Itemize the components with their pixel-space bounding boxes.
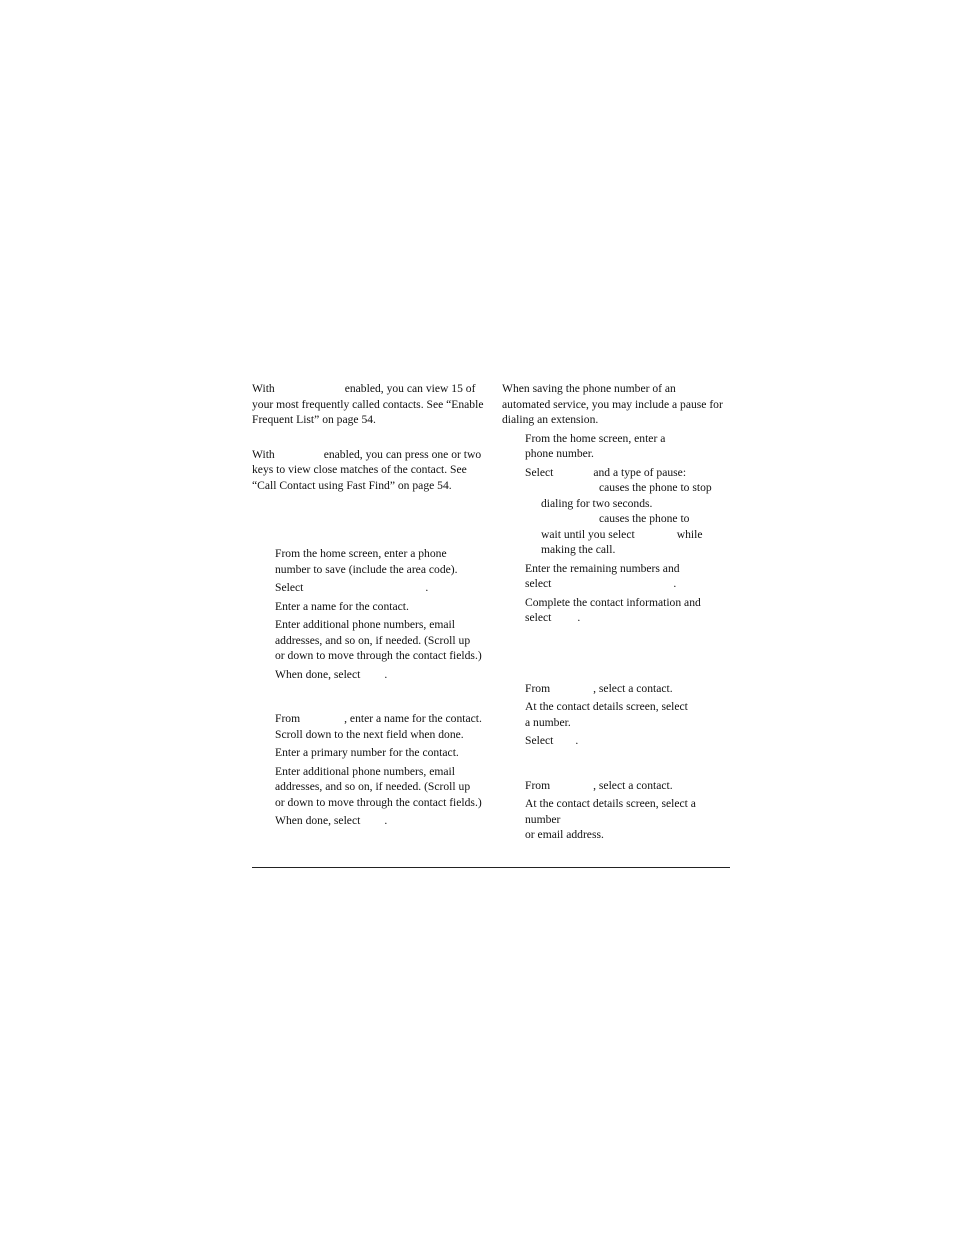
step: Enter the remaining numbers and select . bbox=[525, 561, 680, 590]
step: From the home screen, enter a phone number to save (include the area code). bbox=[275, 547, 458, 576]
pause-intro-paragraph: When saving the phone number of an automated service, you may include a pause for dialing an extension. bbox=[502, 382, 723, 426]
step: From , select a contact. bbox=[525, 778, 673, 792]
call-steps bbox=[502, 681, 734, 749]
step: When done, select . bbox=[275, 814, 388, 827]
fast-find-paragraph: With enabled, you can press one or two keys to view close matches of the contact. See “Call Contact using Fast Find” on page 54. bbox=[252, 447, 482, 492]
step: From , enter a name for the contact. Scroll down to the next field when done. bbox=[275, 712, 482, 741]
right-column bbox=[502, 381, 734, 846]
step: At the contact details screen, select a number. bbox=[525, 700, 688, 729]
step: From the home screen, enter a phone number. bbox=[525, 431, 666, 460]
pause-option: causes the phone to wait until you select while making the call. bbox=[541, 512, 703, 556]
step: When done, select . bbox=[275, 667, 388, 681]
step: Select . bbox=[525, 734, 579, 747]
step: Enter a primary number for the contact. bbox=[275, 746, 459, 759]
step: Enter additional phone numbers, email addresses, and so on, if needed. (Scroll up or down to move through the contact fields.) bbox=[275, 764, 482, 809]
left-column bbox=[252, 381, 484, 832]
step: Enter additional phone numbers, email addresses, and so on, if needed. (Scroll up or down to move through the contact fields.) bbox=[275, 618, 482, 662]
step: From , select a contact. bbox=[525, 681, 673, 695]
message-steps bbox=[502, 778, 734, 843]
step: Complete the contact information and select . bbox=[525, 595, 701, 624]
step: Select . bbox=[275, 581, 429, 594]
step: Select and a type of pause: bbox=[525, 465, 687, 479]
save-from-contacts-steps bbox=[252, 711, 484, 829]
pause-steps bbox=[502, 431, 734, 626]
frequent-list-paragraph: With enabled, you can view 15 of your most frequently called contacts. See “Enable Frequent List” on page 54. bbox=[252, 382, 484, 426]
save-from-home-steps bbox=[252, 546, 484, 682]
step: Enter a name for the contact. bbox=[275, 599, 409, 613]
pause-option: causes the phone to stop dialing for two seconds. bbox=[541, 481, 712, 510]
footer-divider bbox=[252, 867, 730, 868]
step: At the contact details screen, select a number or email address. bbox=[525, 797, 696, 841]
